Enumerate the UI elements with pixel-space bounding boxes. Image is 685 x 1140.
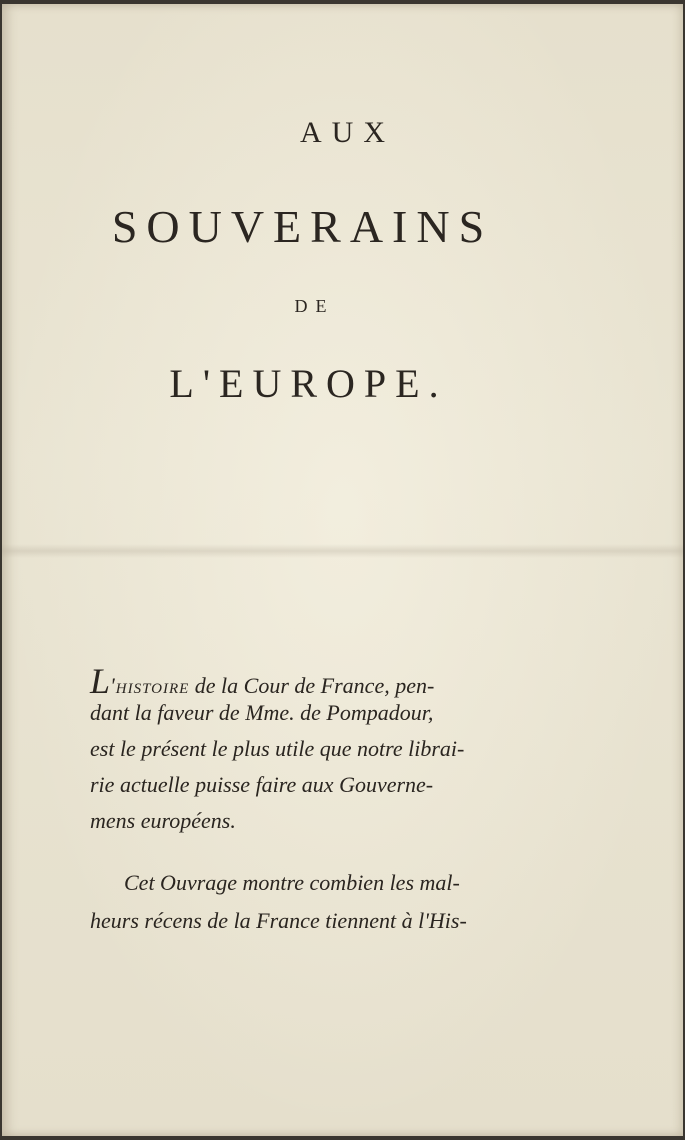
show-through-band — [2, 544, 683, 558]
paragraph-1-line-2: dant la faveur de Mme. de Pompadour, — [90, 700, 434, 725]
paragraph-1-line-1 — [90, 660, 434, 702]
paragraph-2-line-2: heurs récens de la France tiennent à l'His- — [90, 908, 467, 933]
book-page — [2, 4, 683, 1136]
title-line-de: DE — [294, 296, 335, 316]
title-line-souverains: SOUVERAINS — [111, 201, 494, 252]
title-line-europe: L'EUROPE. — [169, 361, 448, 406]
smallcaps-word: 'histoire — [110, 673, 190, 698]
title-line-aux: AUX — [300, 116, 395, 149]
paragraph-1-line-1-rest: de la Cour de France, pen- — [189, 673, 435, 698]
paragraph-1-line-3: est le présent le plus utile que notre librai- — [90, 736, 465, 761]
paragraph-1-line-4: rie actuelle puisse faire aux Gouverne- — [90, 772, 434, 797]
paragraph-2-line-1: Cet Ouvrage montre combien les mal- — [124, 870, 460, 895]
paragraph-1-line-5: mens européens. — [90, 808, 236, 833]
dropcap: L — [90, 661, 111, 701]
